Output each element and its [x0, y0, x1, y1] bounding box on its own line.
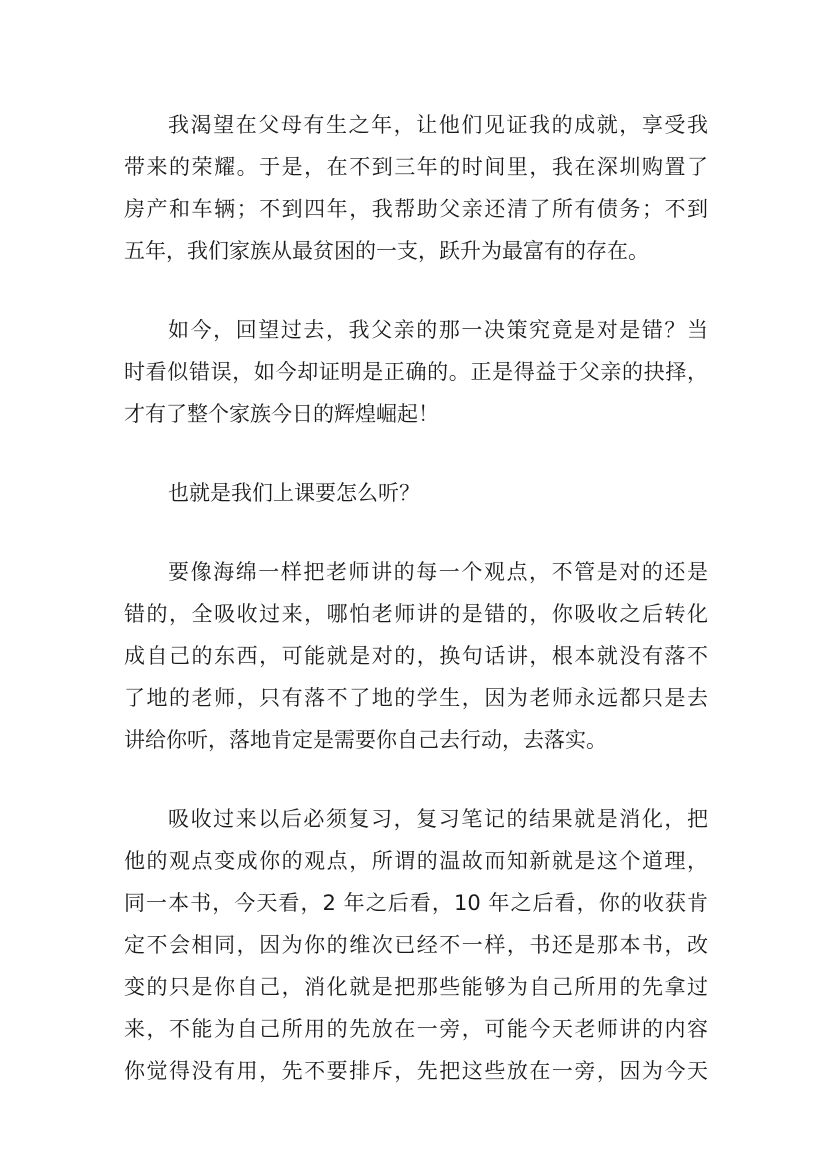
text-line: 带来的荣耀。于是，在不到三年的时间里，我在深圳购置了 [124, 155, 708, 179]
text-line: 变的只是你自己，消化就是把那些能够为自己所用的先拿过 [124, 975, 708, 999]
text-line: 要像海绵一样把老师讲的每一个观点，不管是对的还是 [168, 560, 708, 584]
paragraph-4 [124, 551, 708, 761]
text-line: 讲给你听，落地肯定是需要你自己去行动，去落实。 [124, 728, 607, 752]
text-line: 才有了整个家族今日的辉煌崛起！ [124, 402, 439, 426]
text-line: 我渴望在父母有生之年，让他们见证我的成就，享受我 [168, 113, 708, 137]
text-line: 吸收过来以后必须复习，复习笔记的结果就是消化，把 [168, 807, 708, 831]
text-line: 成自己的东西，可能就是对的，换句话讲，根本就没有落不 [124, 644, 708, 668]
text-line: 也就是我们上课要怎么听？ [168, 481, 420, 505]
text-line: 时看似错误，如今却证明是正确的。正是得益于父亲的抉择， [124, 360, 708, 384]
paragraph-2 [124, 309, 708, 435]
text-line: 如今，回望过去，我父亲的那一决策究竟是对是错？当 [168, 318, 708, 342]
text-line: 了地的老师，只有落不了地的学生，因为老师永远都只是去 [124, 686, 708, 710]
paragraph-5 [124, 798, 708, 1092]
document-body [124, 104, 708, 1129]
text-line: 来，不能为自己所用的先放在一旁，可能今天老师讲的内容 [124, 1017, 708, 1041]
text-line: 定不会相同，因为你的维次已经不一样，书还是那本书，改 [124, 933, 708, 957]
paragraph-1 [124, 104, 708, 272]
text-line: 房产和车辆；不到四年，我帮助父亲还清了所有债务；不到 [124, 197, 708, 221]
text-line: 错的，全吸收过来，哪怕老师讲的是错的，你吸收之后转化 [124, 602, 708, 626]
text-line: 他的观点变成你的观点，所谓的温故而知新就是这个道理， [124, 849, 708, 873]
paragraph-3 [124, 472, 708, 514]
text-line: 五年，我们家族从最贫困的一支，跃升为最富有的存在。 [124, 239, 649, 263]
text-line: 同一本书，今天看，2 年之后看，10 年之后看，你的收获肯 [124, 891, 708, 915]
text-line: 你觉得没有用，先不要排斥，先把这些放在一旁，因为今天 [124, 1059, 708, 1083]
